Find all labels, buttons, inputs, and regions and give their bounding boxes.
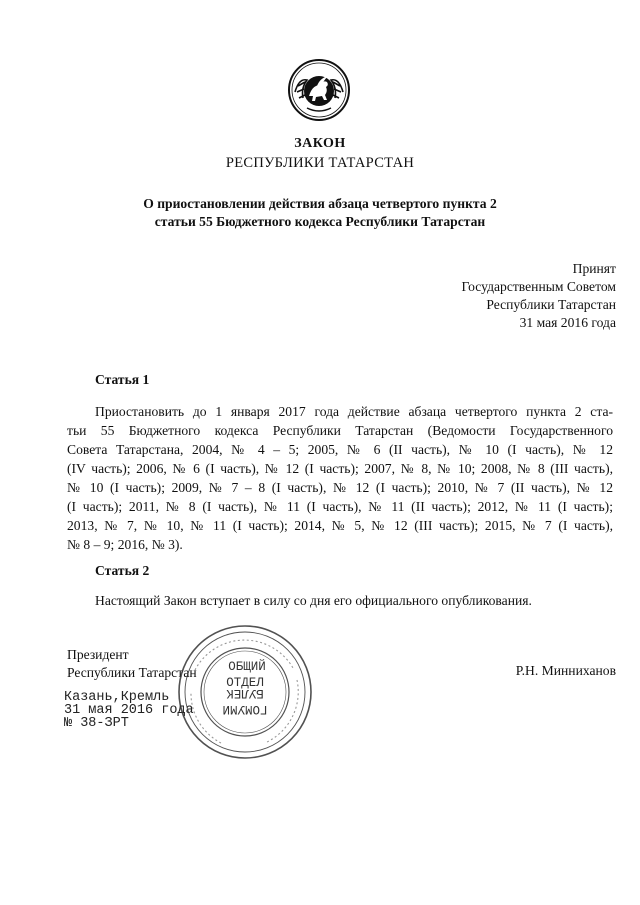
adoption-line: Республики Татарстан: [486, 297, 616, 312]
adoption-block: [461, 260, 616, 332]
article-1-line: (IV часть); 2006, № 6 (I часть), № 12 (I часть); 2007, № 8, № 10; 2008, № 8 (III часть),: [67, 461, 613, 476]
issuer: РЕСПУБЛИКИ ТАТАРСТАН: [225, 155, 415, 171]
stamp-line: ГОМУМИ: [222, 702, 268, 716]
article-1-line: № 8 – 9; 2016, № 3).: [67, 537, 183, 552]
snow-leopard-icon: [287, 58, 351, 122]
adoption-line: Принят: [572, 261, 616, 276]
article-1-body: [67, 402, 613, 554]
registration-number: № 38-ЗРТ: [64, 716, 129, 731]
registration-date: 31 мая 2016 года: [64, 703, 194, 718]
document-type: ЗАКОН: [294, 136, 346, 151]
stamp-line: ОБЩИЙ: [228, 660, 266, 674]
title-line: статьи 55 Бюджетного кодекса Республики Татарстан: [154, 214, 486, 229]
article-1-line: Совета Татарстана, 2004, № 4 – 5; 2005, № 6 (II часть), № 10 (I часть), № 12: [67, 442, 613, 457]
position-line: Республики Татарстан: [67, 665, 197, 680]
article-1-line: (I часть); 2011, № 8 (I часть), № 11 (I часть), № 11 (II часть); 2012, № 11 (I часть);: [67, 499, 613, 514]
document-title: [0, 195, 640, 231]
article-1-heading: Статья 1: [95, 372, 150, 387]
stamp-line: БУЛЕК: [226, 686, 264, 700]
adoption-line: Государственным Советом: [461, 279, 616, 294]
article-1-line: Приостановить до 1 января 2017 года действие абзаца четвертого пункта 2 ста-: [95, 404, 613, 419]
position-line: Президент: [67, 647, 129, 662]
article-2-heading: Статья 2: [95, 563, 150, 578]
title-line: О приостановлении действия абзаца четвертого пункта 2: [143, 196, 497, 211]
stamp-line: ОТДЕЛ: [226, 676, 264, 690]
article-1-line: 2013, № 7, № 10, № 11 (I часть); 2014, № 5, № 12 (III часть); 2015, № 7 (I часть),: [67, 518, 613, 533]
registration-place: Казань,Кремль: [64, 690, 170, 705]
adoption-date: 31 мая 2016 года: [519, 315, 616, 330]
signatory-name: Р.Н. Минниханов: [515, 663, 616, 678]
stamp-seal-icon: [175, 622, 315, 762]
official-stamp: [175, 622, 315, 762]
article-1-line: № 10 (I часть); 2009, № 7 – 8 (I часть), № 12 (I часть); 2010, № 7 (II часть), № 12: [67, 480, 613, 495]
article-2-body: Настоящий Закон вступает в силу со дня его официального опубликования.: [95, 593, 532, 608]
article-1-line: тьи 55 Бюджетного кодекса Республики Татарстан (Ведомости Государственного: [67, 423, 613, 438]
coat-of-arms-emblem: [287, 58, 351, 122]
